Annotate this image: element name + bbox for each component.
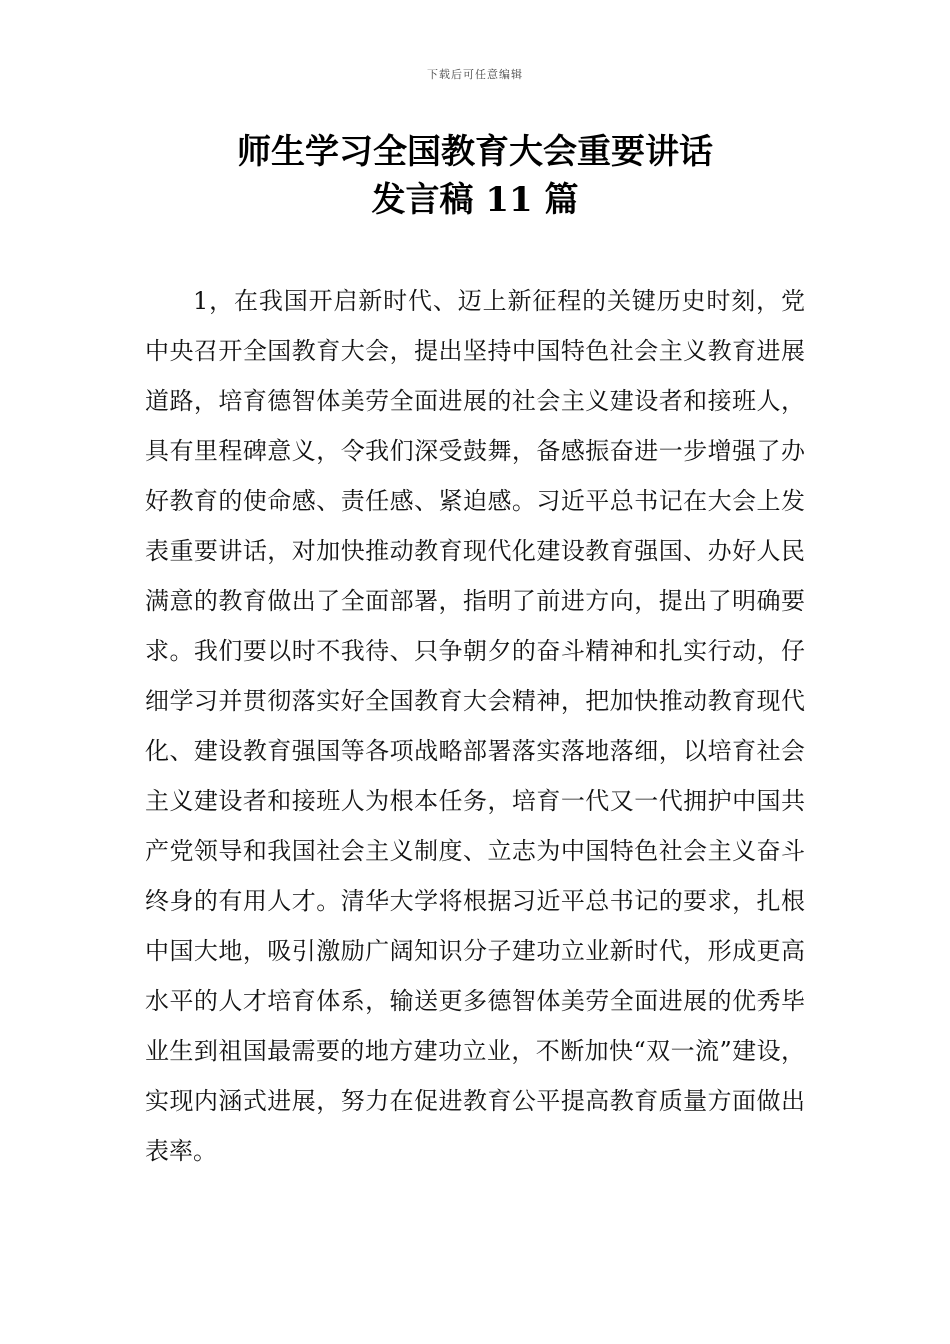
document-body (145, 276, 805, 1176)
document-title (0, 128, 950, 224)
body-paragraph: 1，在我国开启新时代、迈上新征程的关键历史时刻，党中央召开全国教育大会，提出坚持中国特色社会主义教育进展道路，培育德智体美劳全面进展的社会主义建设者和接班人，具有里程碑意义，令我们深受鼓舞，备感振奋进一步增强了办好教育的使命感、责任感、紧迫感。习近平总书记在大会上发表重要讲话，对加快推动教育现代化建设教育强国、办好人民满意的教育做出了全面部署，指明了前进方向，提出了明确要求。我们要以时不我待、只争朝夕的奋斗精神和扎实行动，仔细学习并贯彻落实好全国教育大会精神，把加快推动教育现代化、建设教育强国等各项战略部署落实落地落细，以培育社会主义建设者和接班人为根本任务，培育一代又一代拥护中国共产党领导和我国社会主义制度、立志为中国特色社会主义奋斗终身的有用人才。清华大学将根据习近平总书记的要求，扎根中国大地，吸引激励广阔知识分子建功立业新时代，形成更高水平的人才培育体系，输送更多德智体美劳全面进展的优秀毕业生到祖国最需要的地方建功立业，不断加快“双一流”建设，实现内涵式进展，努力在促进教育公平提高教育质量方面做出表率。 (145, 287, 805, 1165)
header-note: 下载后可任意编辑 (427, 68, 523, 81)
title-line-1: 师生学习全国教育大会重要讲话 (237, 132, 713, 172)
title-line-2: 发言稿 11 篇 (371, 180, 579, 220)
